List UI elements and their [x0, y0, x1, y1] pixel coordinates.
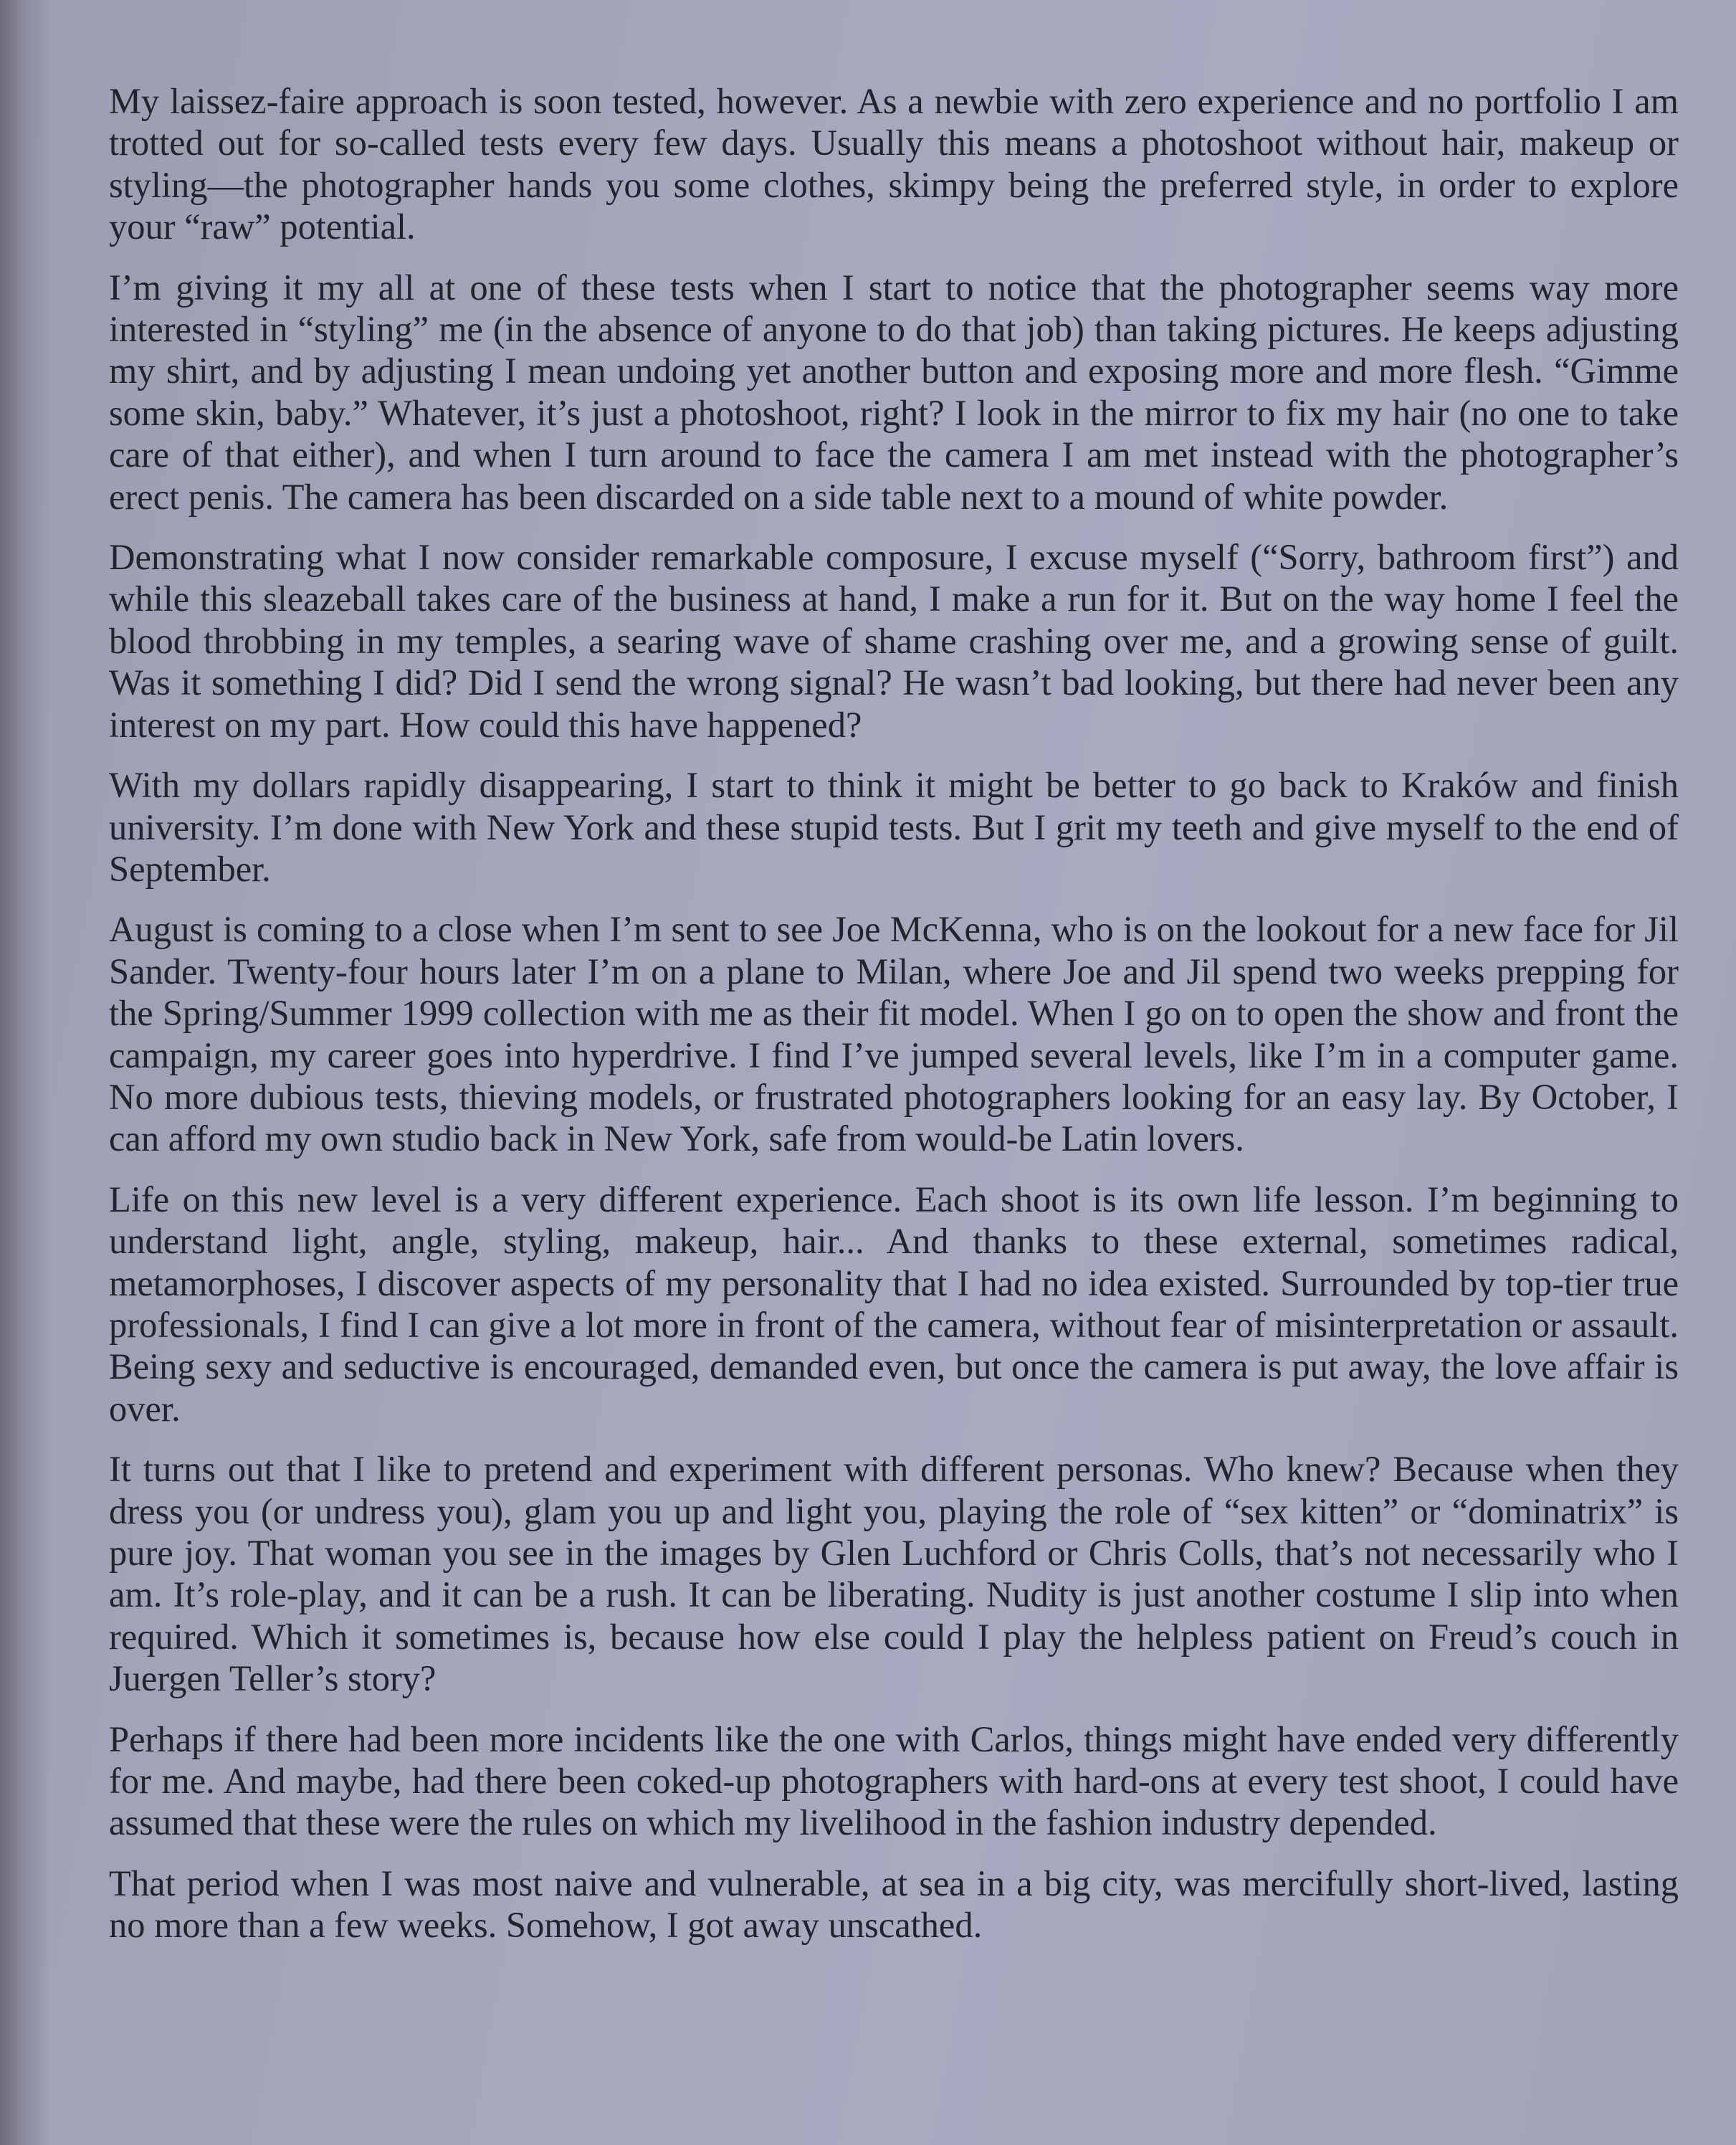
paragraph: I’m giving it my all at one of these tests when I start to notice that the photographer seems way more interested in “styling” me (in the absence of anyone to do that job) than taking pictures. He keeps adjusting my shirt, and by adjusting I mean undoing yet another button and exposing more and more flesh. “Gimme some skin, baby.” Whatever, it’s just a photoshoot, right? I look in the mirror to fix my hair (no one to take care of that either), and when I turn around to face the camera I am met instead with the photographer’s erect penis. The camera has been discarded on a side table next to a mound of white powder. — [109, 267, 1679, 517]
paragraph: It turns out that I like to pretend and experiment with different personas. Who knew? Because when they dress you (or undress you), glam you up and light you, playing the role of “sex kitten” or “dominatrix” is pure joy. That woman you see in the images by Glen Luchford or Chris Colls, that’s not necessarily who I am. It’s role-play, and it can be a rush. It can be liberating. Nudity is just another costume I slip into when required. Which it sometimes is, because how else could I play the helpless patient on Freud’s couch in Juergen Teller’s story? — [109, 1449, 1679, 1699]
paragraph: Life on this new level is a very different experience. Each shoot is its own life lesson. I’m beginning to understand light, angle, styling, makeup, hair... And thanks to these external, sometimes radical, metamorphoses, I discover aspects of my personality that I had no idea existed. Surrounded by top-tier true professionals, I find I can give a lot more in front of the camera, without fear of misinterpretation or assault. Being sexy and seductive is encouraged, demanded even, but once the camera is put away, the love affair is over. — [109, 1179, 1679, 1429]
paragraph: With my dollars rapidly disappearing, I start to think it might be better to go back to Kraków and finish university. I’m done with New York and these stupid tests. But I grit my teeth and give myself to the end of September. — [109, 765, 1679, 889]
page-binding-shadow — [0, 0, 50, 2145]
paragraph: That period when I was most naive and vulnerable, at sea in a big city, was mercifully short-lived, lasting no more than a few weeks. Somehow, I got away unscathed. — [109, 1863, 1679, 1946]
paragraph: August is coming to a close when I’m sent to see Joe McKenna, who is on the lookout for a new face for Jil Sander. Twenty-four hours later I’m on a plane to Milan, where Joe and Jil spend two weeks prepping for the Spring/Summer 1999 collection with me as their fit model. When I go on to open the show and front the campaign, my career goes into hyperdrive. I find I’ve jumped several levels, like I’m in a computer game. No more dubious tests, thieving models, or frustrated photographers looking for an easy lay. By October, I can afford my own studio back in New York, safe from would-be Latin lovers. — [109, 909, 1679, 1159]
paragraph: My laissez-faire approach is soon tested, however. As a newbie with zero experience and no portfolio I am trotted out for so-called tests every few days. Usually this means a photoshoot without hair, makeup or styling—the photographer hands you some clothes, skimpy being the preferred style, in order to explore your “raw” potential. — [109, 81, 1679, 247]
paragraph: Demonstrating what I now consider remarkable composure, I excuse myself (“Sorry, bathroom first”) and while this sleazeball takes care of the business at hand, I make a run for it. But on the way home I feel the blood throbbing in my temples, a searing wave of shame crashing over me, and a growing sense of guilt. Was it something I did? Did I send the wrong signal? He wasn’t bad looking, but there had never been any interest on my part. How could this have happened? — [109, 537, 1679, 745]
body-text — [109, 80, 1679, 1965]
paragraph: Perhaps if there had been more incidents like the one with Carlos, things might have ended very differently for me. And maybe, had there been coked-up photographers with hard-ons at every test shoot, I could have assumed that these were the rules on which my livelihood in the fashion industry depended. — [109, 1718, 1679, 1843]
